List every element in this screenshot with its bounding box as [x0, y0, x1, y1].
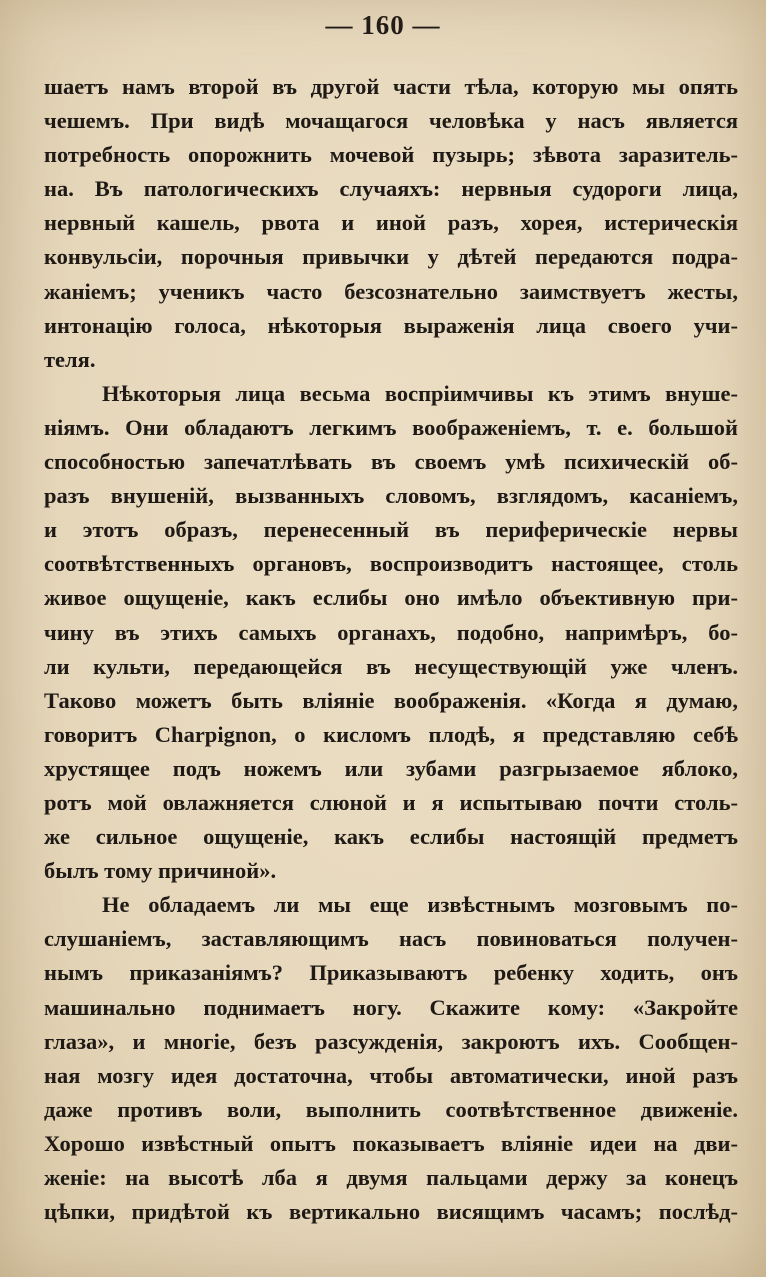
- text-line: шаетъ намъ второй въ другой части тѣла, которую мы опять: [44, 74, 738, 99]
- text-line: хрустящее подъ ножемъ или зубами разгрызаемое яблоко,: [44, 755, 738, 781]
- text-line: интонацію голоса, нѣкоторыя выраженія лица своего учи-: [44, 312, 738, 338]
- page-number: — 160 —: [325, 10, 441, 40]
- text-line: ная мозгу идея достаточна, чтобы автоматически, иной разъ: [44, 1062, 738, 1088]
- text-line: чешемъ. При видѣ мочащагося человѣка у насъ является: [44, 108, 738, 134]
- text-line: теля.: [44, 346, 96, 372]
- text-line: слушаніемъ, заставляющимъ насъ повиноваться получен-: [44, 926, 738, 952]
- text-line: ніямъ. Они обладаютъ легкимъ воображеніемъ, т. е. большой: [44, 414, 738, 440]
- paragraph-start-line: Нѣкоторыя лица весьма воспріимчивы къ этимъ внуше-: [102, 380, 738, 406]
- text-line: нымъ приказаніямъ? Приказываютъ ребенку ходить, онъ: [44, 960, 738, 986]
- text-line: Таково можетъ быть вліяніе воображенія. «Когда я думаю,: [44, 687, 738, 713]
- text-line: чину въ этихъ самыхъ органахъ, подобно, напримѣръ, бо-: [44, 619, 738, 645]
- text-line: Хорошо извѣстный опытъ показываетъ вліяніе идеи на дви-: [44, 1130, 738, 1156]
- paragraph-start-line: Не обладаемъ ли мы еще извѣстнымъ мозговымъ по-: [102, 892, 738, 918]
- text-line: былъ тому причиной».: [44, 858, 277, 884]
- text-line: машинально поднимаетъ ногу. Скажите кому: «Закройте: [44, 994, 738, 1020]
- text-line: цѣпки, придѣтой къ вертикально висящимъ часамъ; послѣд-: [44, 1199, 738, 1225]
- text-line: на. Въ патологическихъ случаяхъ: нервныя судороги лица,: [44, 176, 738, 202]
- text-line: женіе: на высотѣ лба я двумя пальцами держу за конецъ: [44, 1165, 738, 1190]
- body-text: [44, 70, 738, 1229]
- text-line: говоритъ Charpignon, о кисломъ плодѣ, я представляю себѣ: [44, 721, 738, 747]
- text-line: даже противъ воли, выполнить соотвѣтственное движеніе.: [44, 1096, 738, 1122]
- text-line: потребность опорожнить мочевой пузырь; зѣвота заразитель-: [44, 142, 738, 168]
- text-line: глаза», и многіе, безъ разсужденія, закроютъ ихъ. Сообщен-: [44, 1028, 738, 1054]
- text-line: ли культи, передающейся въ несуществующій уже членъ.: [44, 653, 738, 679]
- text-line: нервный кашель, рвота и иной разъ, хорея, истерическія: [44, 210, 738, 236]
- text-line: разъ внушеній, вызванныхъ словомъ, взглядомъ, касаніемъ,: [44, 483, 738, 509]
- text-line: конвульсіи, порочныя привычки у дѣтей передаются подра-: [44, 244, 738, 270]
- text-line: жаніемъ; ученикъ часто безсознательно заимствуетъ жесты,: [44, 278, 738, 304]
- text-line: и этотъ образъ, перенесенный въ периферическіе нервы: [44, 517, 738, 543]
- text-line: ротъ мой овлажняется слюной и я испытываю почти столь-: [44, 789, 738, 815]
- text-line: живое ощущеніе, какъ еслибы оно имѣло объективную при-: [44, 585, 738, 611]
- text-line: соотвѣтственныхъ органовъ, воспроизводитъ настоящее, столь: [44, 551, 738, 577]
- text-line: способностью запечатлѣвать въ своемъ умѣ психическій об-: [44, 449, 738, 475]
- text-line: же сильное ощущеніе, какъ еслибы настоящій предметъ: [44, 824, 738, 850]
